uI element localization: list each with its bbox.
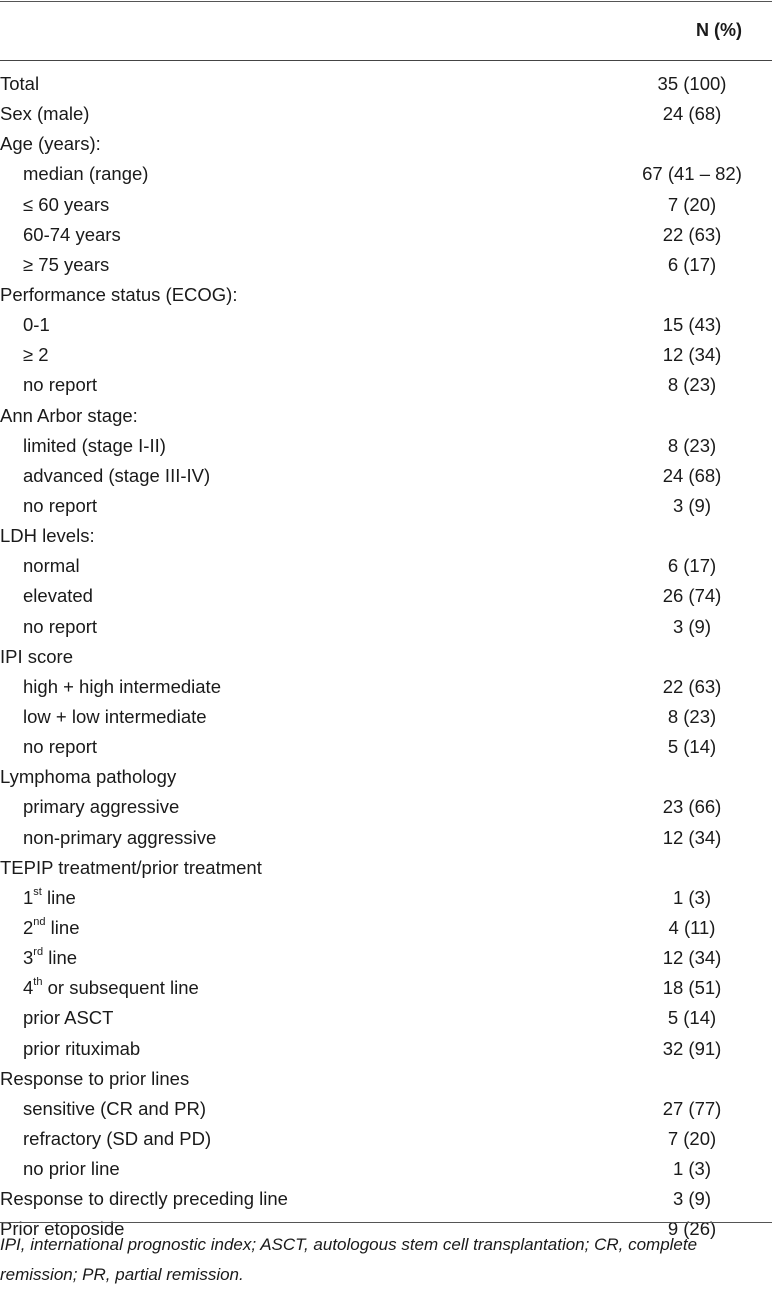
- row-label: [0, 190, 612, 220]
- row-value: [612, 129, 772, 159]
- row-value: 1 (3): [672, 886, 712, 908]
- row-value: 67 (41 – 82): [642, 163, 742, 185]
- row-label: [0, 521, 612, 551]
- row-label-text: 3: [23, 947, 34, 969]
- row-label: [0, 280, 612, 310]
- table-row: [0, 1184, 772, 1214]
- row-value: 22 (63): [662, 675, 722, 697]
- row-value: 22 (63): [662, 223, 722, 245]
- row-value: 12 (34): [662, 344, 722, 366]
- table-row: [0, 461, 772, 491]
- table-row: [0, 943, 772, 973]
- table-row: [0, 280, 772, 310]
- table-row: [0, 642, 772, 672]
- row-label-text: Total: [0, 73, 40, 95]
- row-label-text: refractory (SD and PD): [23, 1127, 212, 1149]
- row-label-text: sensitive (CR and PR): [23, 1097, 207, 1119]
- row-label-text: no report: [23, 495, 98, 517]
- table-row: [0, 69, 772, 99]
- row-value: 32 (91): [662, 1037, 722, 1059]
- row-value: 27 (77): [662, 1097, 722, 1119]
- row-label-text: Lymphoma pathology: [0, 766, 177, 788]
- row-label-text: 1: [23, 886, 34, 908]
- table-row: [0, 1003, 772, 1033]
- ordinal-suffix: rd: [33, 945, 44, 958]
- row-label-suffix: line: [43, 947, 78, 969]
- row-label-text: no report: [23, 615, 98, 637]
- row-label: [0, 732, 612, 762]
- row-value: [612, 642, 772, 672]
- row-label: [0, 340, 612, 370]
- row-label: [0, 883, 612, 913]
- row-value: 24 (68): [662, 103, 722, 125]
- row-label: [0, 1034, 612, 1064]
- table-row: [0, 1094, 772, 1124]
- table-row: [0, 159, 772, 189]
- row-label: [0, 672, 612, 702]
- row-value: 5 (14): [667, 736, 717, 758]
- row-label: [0, 461, 612, 491]
- row-label: [0, 853, 612, 883]
- row-label-text: ≤ 60 years: [23, 193, 110, 215]
- table-row: [0, 129, 772, 159]
- row-label: [0, 1184, 612, 1214]
- row-label: [0, 792, 612, 822]
- row-label: [0, 1124, 612, 1154]
- table-row: [0, 1124, 772, 1154]
- row-label-text: 4: [23, 977, 34, 999]
- row-value: [612, 762, 772, 792]
- column-header-n-percent: N (%): [696, 20, 742, 40]
- table-row: [0, 732, 772, 762]
- row-value: 18 (51): [662, 977, 722, 999]
- row-value: 6 (17): [667, 253, 717, 275]
- row-label-text: LDH levels:: [0, 525, 95, 547]
- row-label-text: 60-74 years: [23, 223, 121, 245]
- row-label-text: ≥ 75 years: [23, 253, 110, 275]
- row-label-text: Response to directly preceding line: [0, 1188, 288, 1210]
- row-label-suffix: line: [41, 886, 76, 908]
- row-label: [0, 973, 612, 1003]
- ordinal-suffix: st: [33, 885, 42, 898]
- table-row: [0, 491, 772, 521]
- table-row: [0, 612, 772, 642]
- row-value: 1 (3): [672, 1158, 712, 1180]
- row-label: [0, 702, 612, 732]
- row-value: 4 (11): [668, 917, 716, 938]
- row-label: [0, 310, 612, 340]
- row-label: [0, 431, 612, 461]
- table-row: [0, 1064, 772, 1094]
- row-label: [0, 220, 612, 250]
- row-label: [0, 370, 612, 400]
- table-row: [0, 913, 772, 943]
- row-value: 6 (17): [667, 555, 717, 577]
- row-value: 3 (9): [672, 495, 712, 517]
- row-label: [0, 1154, 612, 1184]
- row-value: 8 (23): [667, 706, 717, 728]
- row-label-text: no report: [23, 374, 98, 396]
- row-value: 8 (23): [667, 374, 717, 396]
- table-row: [0, 521, 772, 551]
- row-label: [0, 581, 612, 611]
- row-value: [612, 853, 772, 883]
- row-label: [0, 823, 612, 853]
- row-label: [0, 1003, 612, 1033]
- row-label: [0, 401, 612, 431]
- table-header: [0, 15, 772, 45]
- row-label: [0, 1094, 612, 1124]
- row-value: 5 (14): [667, 1007, 717, 1029]
- row-label-text: 0-1: [23, 314, 50, 336]
- row-label-text: no prior line: [23, 1158, 120, 1180]
- row-label-text: high + high intermediate: [23, 675, 221, 697]
- row-label: [0, 642, 612, 672]
- ordinal-suffix: nd: [33, 915, 46, 928]
- row-value: 8 (23): [667, 434, 717, 456]
- row-label-text: normal: [23, 555, 80, 577]
- row-value: 7 (20): [667, 193, 717, 215]
- row-value: 3 (9): [672, 1188, 712, 1210]
- row-label-text: non-primary aggressive: [23, 826, 217, 848]
- row-value: 7 (20): [667, 1127, 717, 1149]
- row-value: [612, 1064, 772, 1094]
- row-label: [0, 612, 612, 642]
- table-row: [0, 853, 772, 883]
- table-row: [0, 99, 772, 129]
- row-label: [0, 762, 612, 792]
- table-row: [0, 431, 772, 461]
- top-rule: [0, 1, 772, 2]
- row-label: [0, 1064, 612, 1094]
- row-value: 12 (34): [662, 947, 722, 969]
- table-row: [0, 250, 772, 280]
- row-label-text: limited (stage I-II): [23, 434, 166, 456]
- row-label: [0, 69, 612, 99]
- row-label: [0, 943, 612, 973]
- row-value: [612, 280, 772, 310]
- table-row: [0, 370, 772, 400]
- row-value: 12 (34): [662, 826, 722, 848]
- table-row: [0, 672, 772, 702]
- table-row: [0, 220, 772, 250]
- row-label-text: TEPIP treatment/prior treatment: [0, 856, 262, 878]
- row-value: 3 (9): [672, 615, 712, 637]
- bottom-rule: [0, 1222, 772, 1223]
- row-label-text: prior ASCT: [23, 1007, 114, 1029]
- row-label: [0, 491, 612, 521]
- row-label-text: ≥ 2: [23, 344, 49, 366]
- row-label-text: median (range): [23, 163, 149, 185]
- row-label-text: Response to prior lines: [0, 1067, 190, 1089]
- row-label-text: Performance status (ECOG):: [0, 284, 238, 306]
- row-label-text: elevated: [23, 585, 93, 607]
- table-row: [0, 883, 772, 913]
- table-row: [0, 581, 772, 611]
- row-value: 9 (26): [667, 1218, 717, 1240]
- row-label-text: 2: [23, 917, 34, 938]
- row-value: [612, 521, 772, 551]
- row-label-text: Sex (male): [0, 103, 90, 125]
- row-label: [0, 250, 612, 280]
- row-label-text: prior rituximab: [23, 1037, 141, 1059]
- row-label-text: no report: [23, 736, 98, 758]
- row-value: 23 (66): [662, 796, 722, 818]
- row-label: [0, 551, 612, 581]
- row-label-text: Age (years):: [0, 133, 101, 155]
- header-rule: [0, 60, 772, 61]
- row-label-text: primary aggressive: [23, 796, 180, 818]
- table-footnote: IPI, international prognostic index; ASCT, autologous stem cell transplantation; CR, complete remission; PR, partial remission.: [0, 1235, 698, 1284]
- row-label-text: Ann Arbor stage:: [0, 404, 138, 426]
- ordinal-suffix: th: [33, 976, 43, 989]
- row-label-suffix: line: [45, 917, 80, 938]
- table-row: [0, 702, 772, 732]
- row-label-text: IPI score: [0, 645, 73, 667]
- table-row: [0, 340, 772, 370]
- table-row: [0, 190, 772, 220]
- table-row: [0, 792, 772, 822]
- row-value: 24 (68): [662, 464, 722, 486]
- row-label-text: advanced (stage III-IV): [23, 464, 211, 486]
- table-row: [0, 1034, 772, 1064]
- table-row: [0, 762, 772, 792]
- row-value: 15 (43): [662, 314, 722, 336]
- row-label: [0, 159, 612, 189]
- table-row: [0, 1154, 772, 1184]
- row-value: [612, 401, 772, 431]
- row-value: 35 (100): [657, 73, 727, 95]
- row-value: 26 (74): [662, 585, 722, 607]
- row-label: [0, 129, 612, 159]
- table-row: [0, 551, 772, 581]
- table-row: [0, 823, 772, 853]
- row-label: [0, 913, 612, 943]
- row-label-suffix: or subsequent line: [42, 977, 199, 999]
- row-label-text: Prior etoposide: [0, 1218, 125, 1240]
- table-row: [0, 401, 772, 431]
- row-label-text: low + low intermediate: [23, 706, 207, 728]
- table-row: [0, 310, 772, 340]
- patient-characteristics-table: [0, 69, 772, 1244]
- row-label: [0, 99, 612, 129]
- table-row: [0, 973, 772, 1003]
